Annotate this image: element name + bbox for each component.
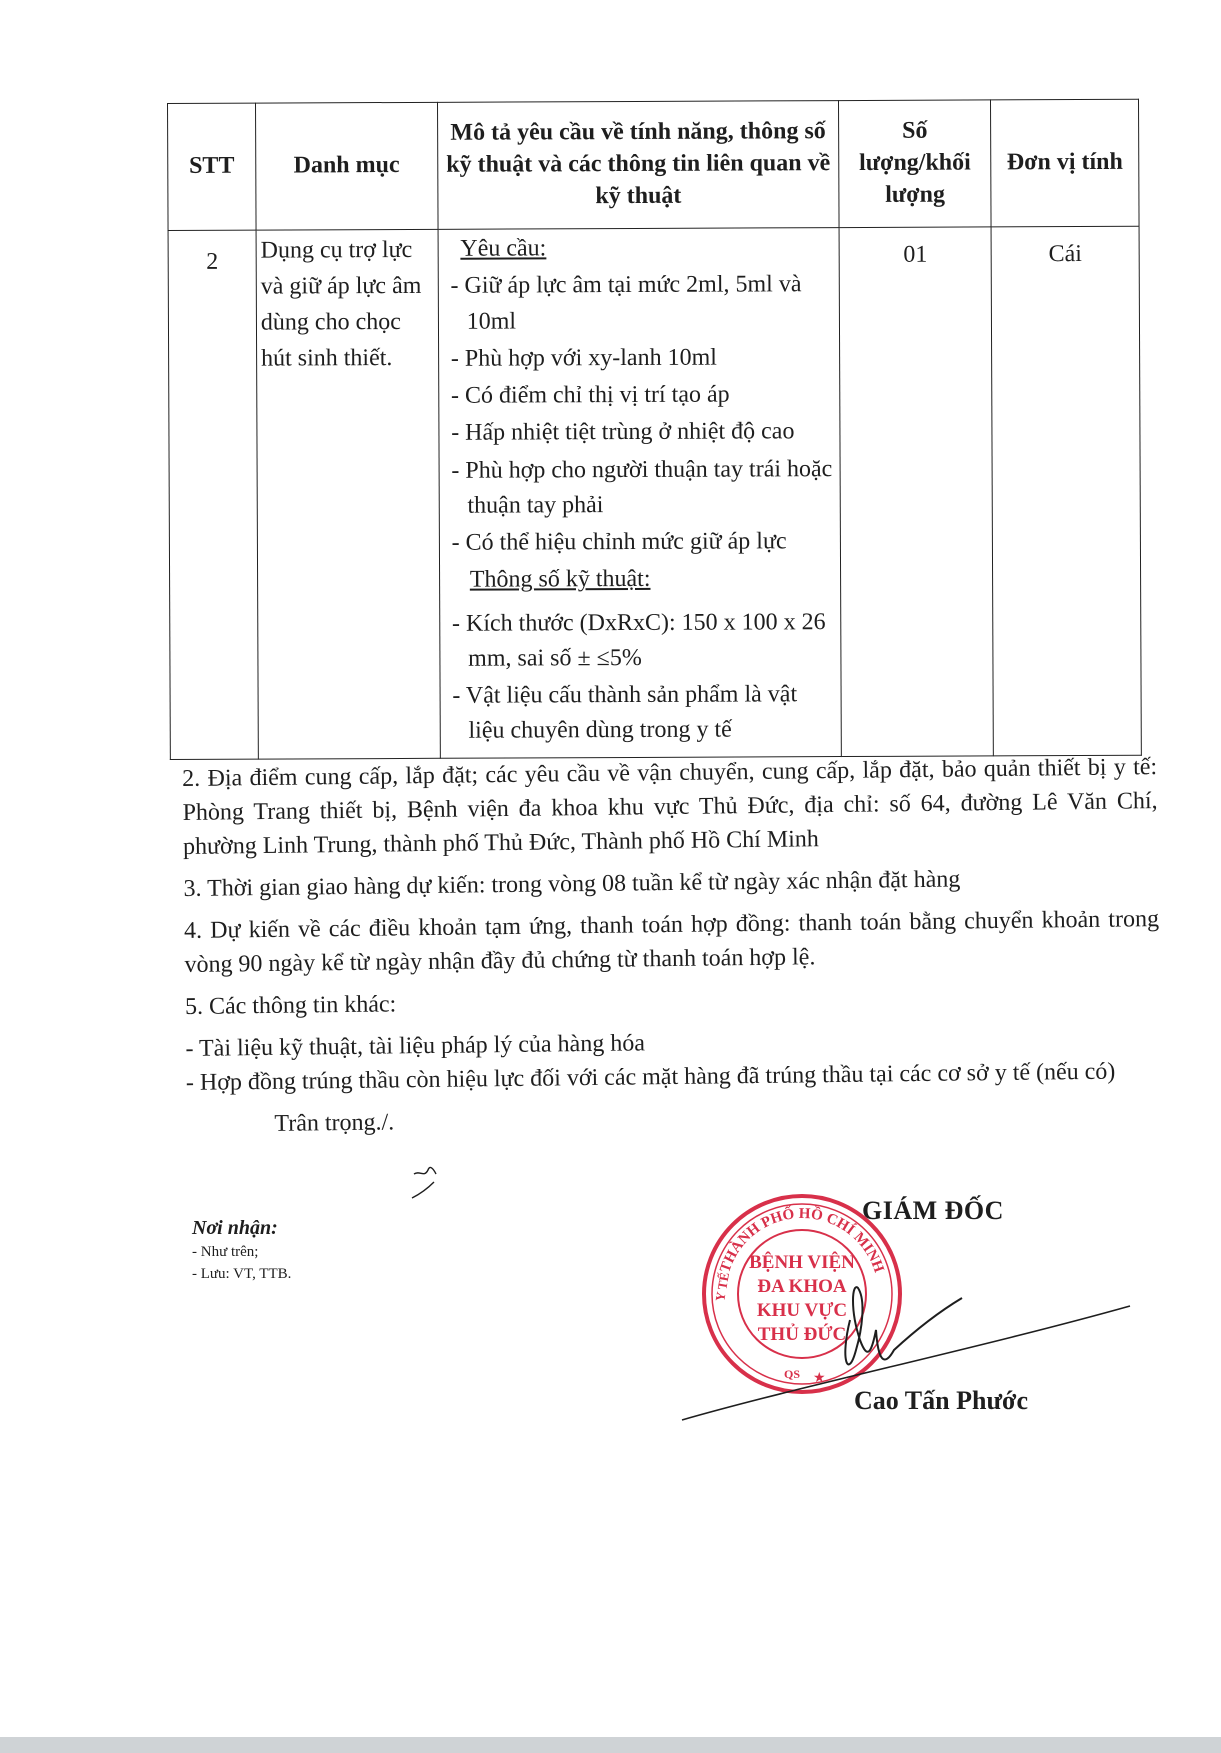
list-item: - Hấp nhiệt tiệt trùng ở nhiệt độ cao [451, 418, 795, 447]
seal-ring-left-text: Y TẾ [712, 1271, 733, 1303]
paragraph-other-info: 5. Các thông tin khác: [184, 991, 397, 1020]
initial-stroke [412, 1167, 436, 1198]
scan-edge [0, 1737, 1221, 1753]
header-description: Mô tả yêu cầu về tính năng, thông số kỹ thuật và các thông tin liên quan về kỹ thuật [437, 101, 839, 230]
list-item: - Vật liệu cấu thành sản phẩm là vật liệu chuyên dùng trong y tế [452, 681, 798, 745]
header-quantity: Số lượng/khối lượng [839, 100, 992, 228]
header-category: Danh mục [255, 102, 437, 230]
cell-quantity: 01 [839, 227, 993, 756]
list-item: - Kích thước (DxRxC): 150 x 100 x 26 mm, sai số ± ≤5% [451, 608, 826, 672]
document-body [182, 750, 1162, 1150]
paragraph-other-info-a: - Tài liệu kỹ thuật, tài liệu pháp lý của hàng hóa [185, 1030, 646, 1062]
recipient-item: - Như trên; [192, 1244, 259, 1260]
recipient-item: - Lưu: VT, TTB. [192, 1266, 292, 1282]
list-item: - Giữ áp lực âm tại mức 2ml, 5ml và 10ml [450, 271, 802, 335]
seal-line: ĐA KHOA [757, 1276, 847, 1297]
recipients-block [192, 1217, 291, 1285]
list-item: - Có thể hiệu chỉnh mức giữ áp lực [451, 528, 787, 556]
paragraph-delivery-location: 2. Địa điểm cung cấp, lắp đặt; các yêu cầu về vận chuyển, cung cấp, lắp đặt, bảo quản thiết bị y tế: Phòng Trang thiết bị, Bệnh viện đa khoa khu vực Thủ Đức, địa chỉ: số 64, đường Lê Văn Chí, phường Linh Trung, thành phố Thủ Đức, Thành phố Hồ Chí Minh [182, 754, 1158, 860]
cell-unit: Cái [991, 226, 1141, 755]
list-item: - Có điểm chỉ thị vị trí tạo áp [450, 381, 730, 409]
seal-line: BỆNH VIỆN [749, 1252, 855, 1273]
cell-category: Dụng cụ trợ lực và giữ áp lực âm dùng cho chọc hút sinh thiết. [256, 229, 440, 759]
paragraph-other-info-b: - Hợp đồng trúng thầu còn hiệu lực đối với các mặt hàng đã trúng thầu tại các cơ sở y tế (nếu có) [185, 1058, 1116, 1096]
table-header-row [168, 99, 1140, 230]
signature-stroke [845, 1287, 962, 1364]
director-name: Cao Tấn Phước [854, 1386, 1028, 1415]
requirements-list [446, 267, 836, 561]
specs-heading: Thông số kỹ thuật: [469, 566, 651, 594]
list-item: - Phù hợp với xy-lanh 10ml [450, 344, 717, 372]
header-unit: Đơn vị tính [991, 99, 1139, 227]
seal-ring-bottom-text: QS [784, 1367, 801, 1381]
seal-line: THỦ ĐỨC [757, 1324, 847, 1345]
specs-list [448, 605, 837, 750]
seal-star-icon: ★ [813, 1370, 826, 1386]
requirements-heading: Yêu cầu: [460, 235, 547, 262]
seal-ring-text: THÀNH PHỐ HỒ CHÍ MINH [717, 1205, 887, 1275]
seal-line: KHU VỰC [756, 1300, 848, 1321]
initial-mark-icon [410, 1160, 440, 1200]
header-stt: STT [168, 103, 256, 230]
cell-stt: 2 [168, 230, 258, 759]
cell-description [438, 228, 842, 758]
recipients-heading: Nơi nhận: [192, 1217, 278, 1239]
table-row [168, 226, 1141, 759]
paragraph-payment-terms: 4. Dự kiến về các điều khoản tạm ứng, thanh toán hợp đồng: thanh toán bằng chuyển khoản trong vòng 90 ngày kể từ ngày nhận đầy đủ chứng từ thanh toán hợp lệ. [183, 906, 1160, 978]
specification-table [167, 99, 1142, 760]
list-item: - Phù hợp cho người thuận tay trái hoặc thuận tay phải [451, 455, 833, 519]
closing-line: Trân trọng./. [274, 1109, 395, 1137]
paragraph-delivery-time: 3. Thời gian giao hàng dự kiến: trong vòng 08 tuần kể từ ngày xác nhận đặt hàng [183, 866, 961, 902]
director-title: GIÁM ĐỐC [862, 1196, 1004, 1225]
